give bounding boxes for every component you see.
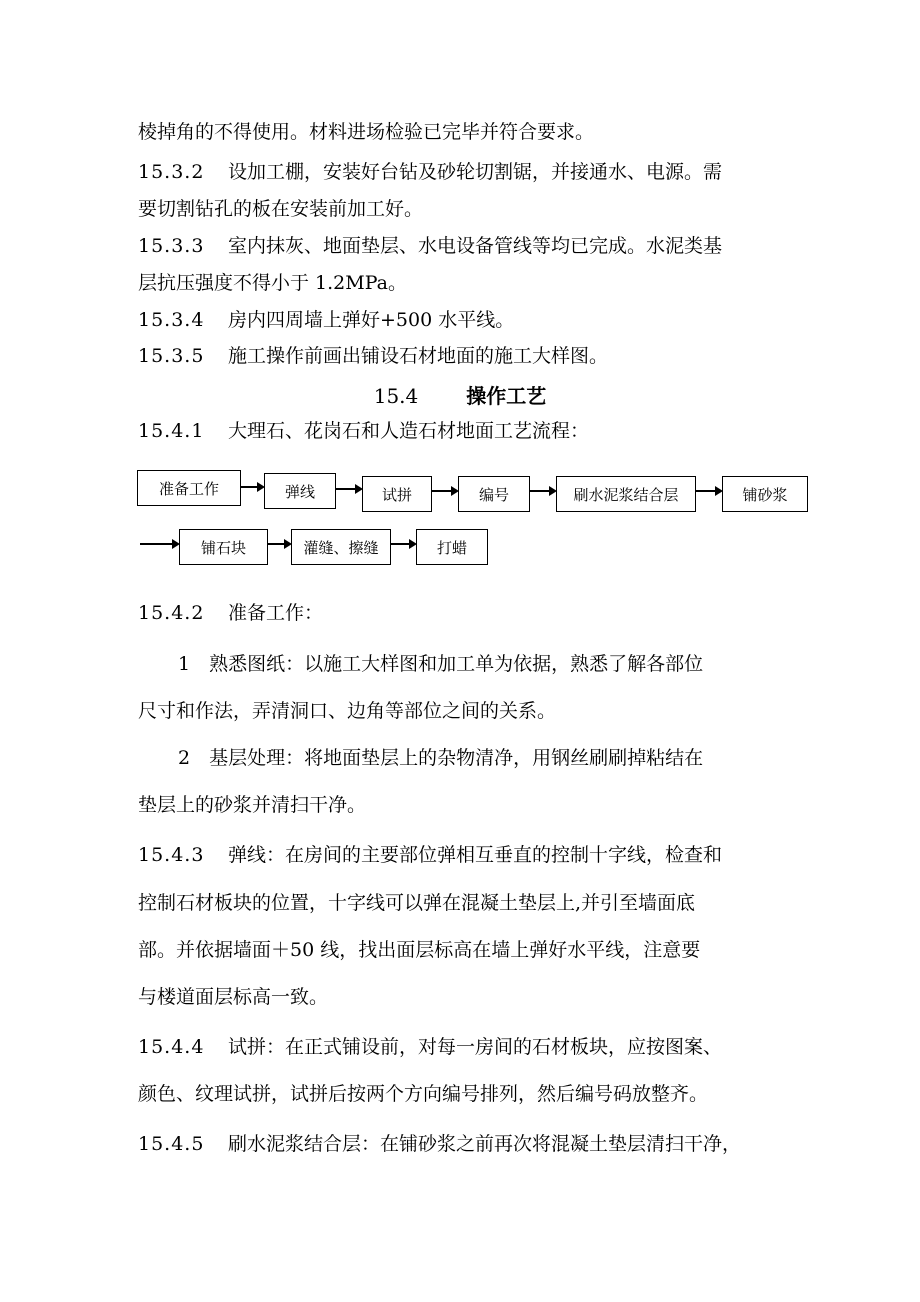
paragraph-line: 1 熟悉图纸：以施工大样图和加工单为依据，熟悉了解各部位	[178, 653, 704, 675]
paragraph-line: 2 基层处理：将地面垫层上的杂物清净，用钢丝刷刷掉粘结在	[178, 747, 704, 769]
flow-arrow	[336, 488, 361, 490]
text-line: 控制石材板块的位置，十字线可以弹在混凝土垫层上,并引至墙面底	[138, 892, 696, 914]
flow-step-prepare: 准备工作	[137, 470, 241, 506]
section-number: 15.4.1	[138, 420, 205, 442]
section-15-3-2	[138, 161, 722, 183]
section-15-4-1	[138, 420, 589, 442]
flow-step-trial-layout: 试拼	[362, 476, 432, 512]
flow-step-cement-slurry: 刷水泥浆结合层	[556, 476, 696, 512]
text-line: 棱掉角的不得使用。材料进场检验已完毕并符合要求。	[138, 121, 595, 143]
heading-number: 15.4	[373, 384, 419, 408]
section-text: 刷水泥浆结合层：在铺砂浆之前再次将混凝土垫层清扫干净，	[228, 1133, 742, 1155]
section-15-4-5	[138, 1133, 741, 1155]
text-line: 部。并依据墙面＋50 线，找出面层标高在墙上弹好水平线，注意要	[138, 939, 701, 961]
section-15-4-2	[138, 602, 323, 624]
section-text: 室内抹灰、地面垫层、水电设备管线等均已完成。水泥类基	[228, 235, 723, 257]
flow-arrow	[268, 543, 290, 545]
section-text: 房内四周墙上弹好+500 水平线。	[228, 309, 515, 331]
flow-arrow	[241, 486, 263, 488]
flow-step-waxing: 打蜡	[416, 529, 488, 565]
section-15-4-3	[138, 844, 722, 866]
section-text: 施工操作前画出铺设石材地面的施工大样图。	[228, 345, 609, 367]
paragraph-line: 垫层上的砂浆并清扫干净。	[138, 794, 367, 816]
section-number: 15.4.3	[138, 844, 205, 866]
section-number: 15.4.4	[138, 1036, 205, 1058]
section-text: 大理石、花岗石和人造石材地面工艺流程：	[228, 420, 590, 442]
section-15-3-5	[138, 345, 608, 367]
text-line: 与楼道面层标高一致。	[138, 986, 329, 1008]
section-15-3-4	[138, 309, 514, 331]
text-line: 要切割钻孔的板在安装前加工好。	[138, 198, 424, 220]
section-heading-15-4	[0, 380, 920, 409]
flow-arrow	[432, 490, 457, 492]
flow-arrow	[696, 490, 721, 492]
flow-step-grout-wipe: 灌缝、擦缝	[291, 529, 391, 565]
section-text: 试拼：在正式铺设前，对每一房间的石材板块，应按图案、	[228, 1036, 723, 1058]
section-number: 15.3.5	[138, 345, 205, 367]
flow-arrow	[530, 490, 555, 492]
section-number: 15.4.5	[138, 1133, 205, 1155]
flow-arrow	[391, 543, 415, 545]
heading-title: 操作工艺	[466, 384, 547, 408]
section-15-3-3	[138, 235, 722, 257]
flow-step-numbering: 编号	[458, 476, 530, 512]
section-text: 设加工棚，安装好台钻及砂轮切割锯，并接通水、电源。需	[228, 161, 723, 183]
section-number: 15.3.3	[138, 235, 205, 257]
paragraph-line: 尺寸和作法，弄清洞口、边角等部位之间的关系。	[138, 700, 557, 722]
section-text: 弹线：在房间的主要部位弹相互垂直的控制十字线，检查和	[228, 844, 723, 866]
section-number: 15.3.4	[138, 309, 205, 331]
section-15-4-4	[138, 1036, 722, 1058]
text-line: 颜色、纹理试拼，试拼后按两个方向编号排列，然后编号码放整齐。	[138, 1083, 709, 1105]
section-text: 准备工作：	[228, 602, 324, 624]
flow-step-lay-stone: 铺石块	[179, 529, 268, 565]
section-number: 15.4.2	[138, 602, 205, 624]
flow-arrow	[140, 543, 178, 545]
text-line: 层抗压强度不得小于 1.2MPa。	[138, 272, 407, 294]
flow-step-spread-mortar: 铺砂浆	[722, 476, 808, 512]
section-number: 15.3.2	[138, 161, 205, 183]
flow-step-snap-line: 弹线	[264, 473, 336, 509]
